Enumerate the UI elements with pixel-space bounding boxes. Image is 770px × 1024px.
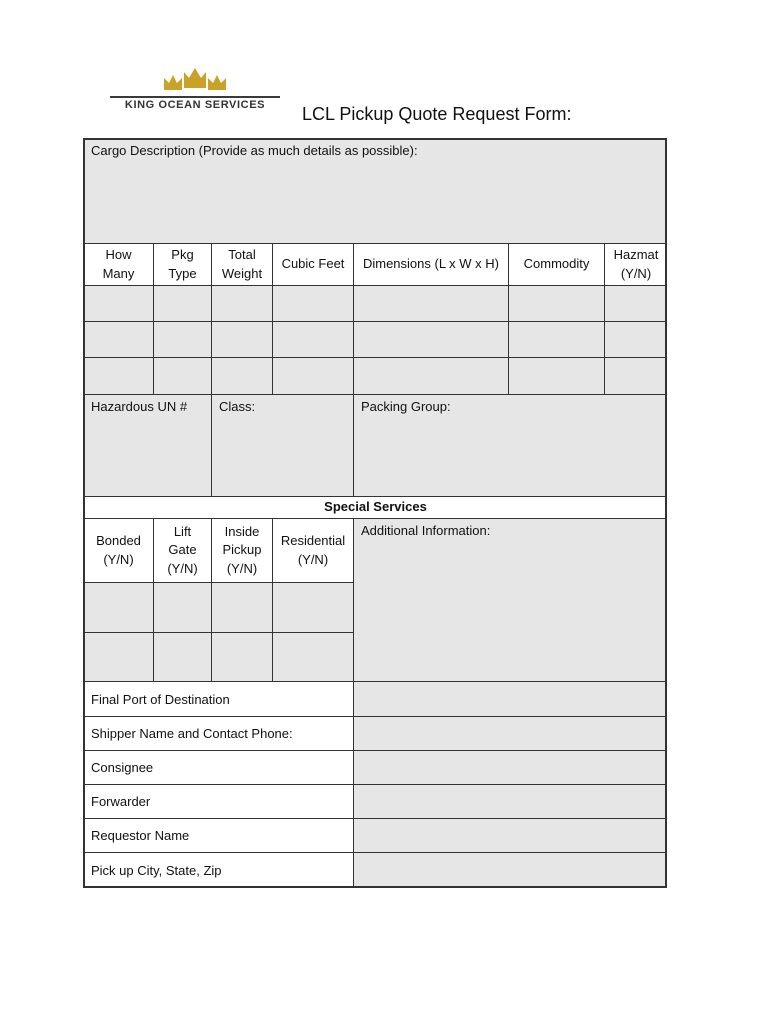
header-pkg-type: Pkg Type [153, 243, 211, 285]
requestor-input[interactable] [353, 818, 667, 852]
consignee-label: Consignee [83, 750, 353, 784]
input-how-many-2[interactable] [83, 321, 153, 357]
input-pkg-type-3[interactable] [153, 357, 211, 394]
header-bonded: Bonded (Y/N) [83, 518, 153, 582]
cargo-description-label: Cargo Description (Provide as much details as possible): [91, 143, 418, 158]
forwarder-input[interactable] [353, 784, 667, 818]
header-cubic-feet: Cubic Feet [272, 243, 353, 285]
input-dimensions-1[interactable] [353, 285, 508, 321]
input-hazmat-3[interactable] [604, 357, 667, 394]
class-field[interactable] [211, 394, 353, 496]
input-residential-2[interactable] [272, 632, 353, 681]
input-lift-gate-1[interactable] [153, 582, 211, 632]
additional-information-field[interactable] [353, 518, 667, 681]
hazardous-un-field[interactable] [83, 394, 211, 496]
input-total-weight-2[interactable] [211, 321, 272, 357]
logo-divider [110, 96, 280, 98]
input-dimensions-2[interactable] [353, 321, 508, 357]
header-inside-pickup: Inside Pickup (Y/N) [211, 518, 272, 582]
input-total-weight-1[interactable] [211, 285, 272, 321]
shipper-label: Shipper Name and Contact Phone: [83, 716, 353, 750]
cargo-description-field[interactable] [83, 138, 667, 243]
input-cubic-feet-3[interactable] [272, 357, 353, 394]
header-residential: Residential (Y/N) [272, 518, 353, 582]
input-commodity-1[interactable] [508, 285, 604, 321]
form-title: LCL Pickup Quote Request Form: [302, 104, 572, 124]
input-cubic-feet-2[interactable] [272, 321, 353, 357]
header-hazmat: Hazmat (Y/N) [604, 243, 667, 285]
input-residential-1[interactable] [272, 582, 353, 632]
input-inside-pickup-1[interactable] [211, 582, 272, 632]
input-lift-gate-2[interactable] [153, 632, 211, 681]
input-how-many-3[interactable] [83, 357, 153, 394]
input-cubic-feet-1[interactable] [272, 285, 353, 321]
header-commodity: Commodity [508, 243, 604, 285]
input-dimensions-3[interactable] [353, 357, 508, 394]
pickup-location-input[interactable] [353, 852, 667, 888]
packing-group-field[interactable] [353, 394, 667, 496]
special-services-title: Special Services [83, 496, 667, 518]
shipper-input[interactable] [353, 716, 667, 750]
header-how-many: How Many [83, 243, 153, 285]
company-logo [110, 64, 282, 112]
final-port-label: Final Port of Destination [83, 681, 353, 716]
input-hazmat-2[interactable] [604, 321, 667, 357]
header-total-weight: Total Weight [211, 243, 272, 285]
consignee-input[interactable] [353, 750, 667, 784]
company-name: KING OCEAN SERVICES [124, 99, 266, 111]
input-pkg-type-1[interactable] [153, 285, 211, 321]
input-bonded-2[interactable] [83, 632, 153, 681]
input-bonded-1[interactable] [83, 582, 153, 632]
header-dimensions: Dimensions (L x W x H) [353, 243, 508, 285]
header-lift-gate: Lift Gate (Y/N) [153, 518, 211, 582]
additional-information-label: Additional Information: [361, 523, 491, 538]
input-how-many-1[interactable] [83, 285, 153, 321]
final-port-input[interactable] [353, 681, 667, 716]
input-commodity-2[interactable] [508, 321, 604, 357]
input-inside-pickup-2[interactable] [211, 632, 272, 681]
class-label: Class: [219, 399, 256, 414]
packing-group-label: Packing Group: [361, 399, 451, 414]
hazardous-un-label: Hazardous UN # [91, 399, 188, 414]
three-crowns-icon [162, 64, 228, 92]
requestor-label: Requestor Name [83, 818, 353, 852]
pickup-location-label: Pick up City, State, Zip [83, 852, 353, 888]
forwarder-label: Forwarder [83, 784, 353, 818]
input-hazmat-1[interactable] [604, 285, 667, 321]
input-pkg-type-2[interactable] [153, 321, 211, 357]
input-commodity-3[interactable] [508, 357, 604, 394]
input-total-weight-3[interactable] [211, 357, 272, 394]
